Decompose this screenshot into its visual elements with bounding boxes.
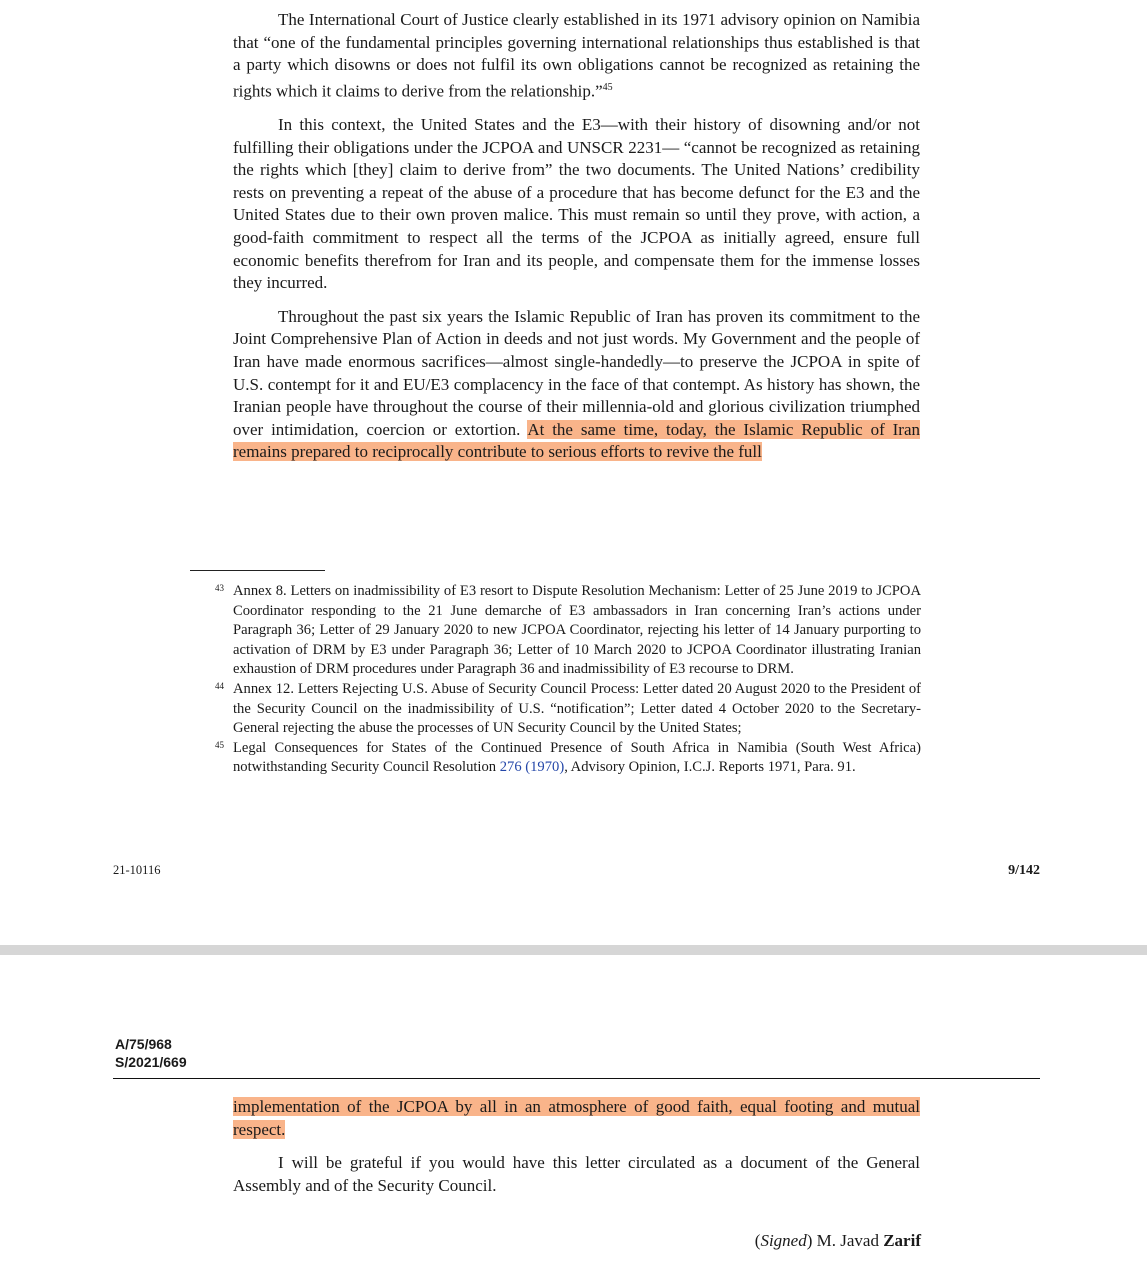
resolution-link[interactable]: 276 (1970)	[499, 759, 565, 776]
paragraph-text: The International Court of Justice clearly established in its 1971 advisory opinion on Namibia that “one of the fundamental principles governing international relationships thus established is that a party which disowns or does not fulfil its own obligations cannot be recognized as retaining the rights which it claims to derive from the relationship.”	[233, 10, 920, 101]
highlighted-text: At the same time, today, the Islamic Republic of Iran remains prepared to reciprocally contribute to serious efforts to revive the full	[233, 419, 921, 462]
document-symbols	[115, 1035, 187, 1071]
footnote-45	[215, 739, 921, 778]
footnote-43	[215, 582, 921, 680]
signatory-last-name: Zarif	[883, 1231, 921, 1250]
footnote-separator	[190, 570, 325, 571]
footnote-number: 45	[215, 739, 224, 750]
paragraph-continuation	[233, 1096, 920, 1141]
paragraph-text: Throughout the past six years the Islamic Republic of Iran has proven its commitment to the Joint Comprehensive Plan of Action in deeds and not just words. My Government and the people of Iran have made enormous sacrifices—almost single-handedly—to preserve the JCPOA in spite of U.S. contempt for it and EU/E3 complacency in the face of that contempt. As history has shown, the Iranian people have throughout the course of their millennia-old and glorious civilization triumphed over intimidation, coercion or extortion.	[233, 306, 920, 439]
page1-body	[233, 9, 920, 464]
document-number: 21-10116	[113, 863, 161, 877]
signature: (Signed) M. Javad Zarif	[754, 1231, 921, 1250]
footnote-text: , Advisory Opinion, I.C.J. Reports 1971, Para. 91.	[564, 759, 856, 776]
paragraph-icj-opinion	[233, 9, 920, 103]
page-number: 9/142	[1008, 863, 1040, 878]
paragraph-text: I will be grateful if you would have this letter circulated as a document of the General Assembly and of the Security Council.	[233, 1153, 920, 1195]
footnote-number: 43	[215, 583, 224, 593]
footnote-text: Legal Consequences for States of the Continued Presence of South Africa in Namibia (South West Africa) notwithstanding Security Council Resolution	[233, 739, 921, 776]
footnote-text: Annex 12. Letters Rejecting U.S. Abuse of Security Council Process: Letter dated 20 August 2020 to the President of the Security Council on the inadmissibility of U.S. “notification”; Letter dated 4 October 2020 to the Secretary-General rejecting the abuse the processes of UN Security Council by the United States;	[233, 680, 921, 737]
ga-symbol: A/75/968	[115, 1036, 172, 1052]
header-rule	[113, 1078, 1040, 1079]
signatory-first-name: M. Javad	[816, 1231, 879, 1250]
page2-body	[233, 1096, 920, 1197]
footnote-text: Annex 8. Letters on inadmissibility of E3 resort to Dispute Resolution Mechanism: Letter of 25 June 2019 to JCPOA Coordinator responding to the 21 June demarche of E3 ambassadors in Iran concerning Iran’s actions under Paragraph 36; Letter of 29 January 2020 to new JCPOA Coordinator, rejecting his letter of 14 January purporting to activation of DRM by E3 under Paragraph 36; Letter of 10 March 2020 to JCPOA Coordinator illustrating Iranian exhaustion of DRM procedures under Paragraph 36 and inadmissibility of E3 recourse to DRM.	[233, 583, 921, 678]
highlighted-text: implementation of the JCPOA by all in an atmosphere of good faith, equal footing and mutual respect.	[233, 1097, 920, 1139]
paragraph-iran-commitment	[233, 306, 920, 464]
paragraph-us-e3	[233, 114, 920, 295]
signed-label: Signed	[760, 1231, 807, 1250]
paragraph-text: In this context, the United States and the E3—with their history of disowning and/or not fulfilling their obligations under the JCPOA and UNSCR 2231— “cannot be recognized as retaining the rights which [they] claim to derive from” the two documents. The United Nations’ credibility rests on preventing a repeat of the abuse of a procedure that has become defunct for the E3 and the United States due to their own proven malice. This must remain so until they prove, with action, a good-faith commitment to respect all the terms of the JCPOA as initially agreed, ensure full economic benefits therefrom for Iran and its people, and compensate them for the immense losses they incurred.	[233, 115, 920, 293]
footnotes	[215, 582, 921, 778]
document-page-10	[0, 955, 1147, 1280]
footnote-44	[215, 680, 921, 739]
paragraph-closing	[233, 1152, 920, 1197]
footnote-number: 44	[215, 680, 224, 691]
footnote-ref-45[interactable]: 45	[602, 81, 613, 93]
sc-symbol: S/2021/669	[115, 1054, 187, 1070]
